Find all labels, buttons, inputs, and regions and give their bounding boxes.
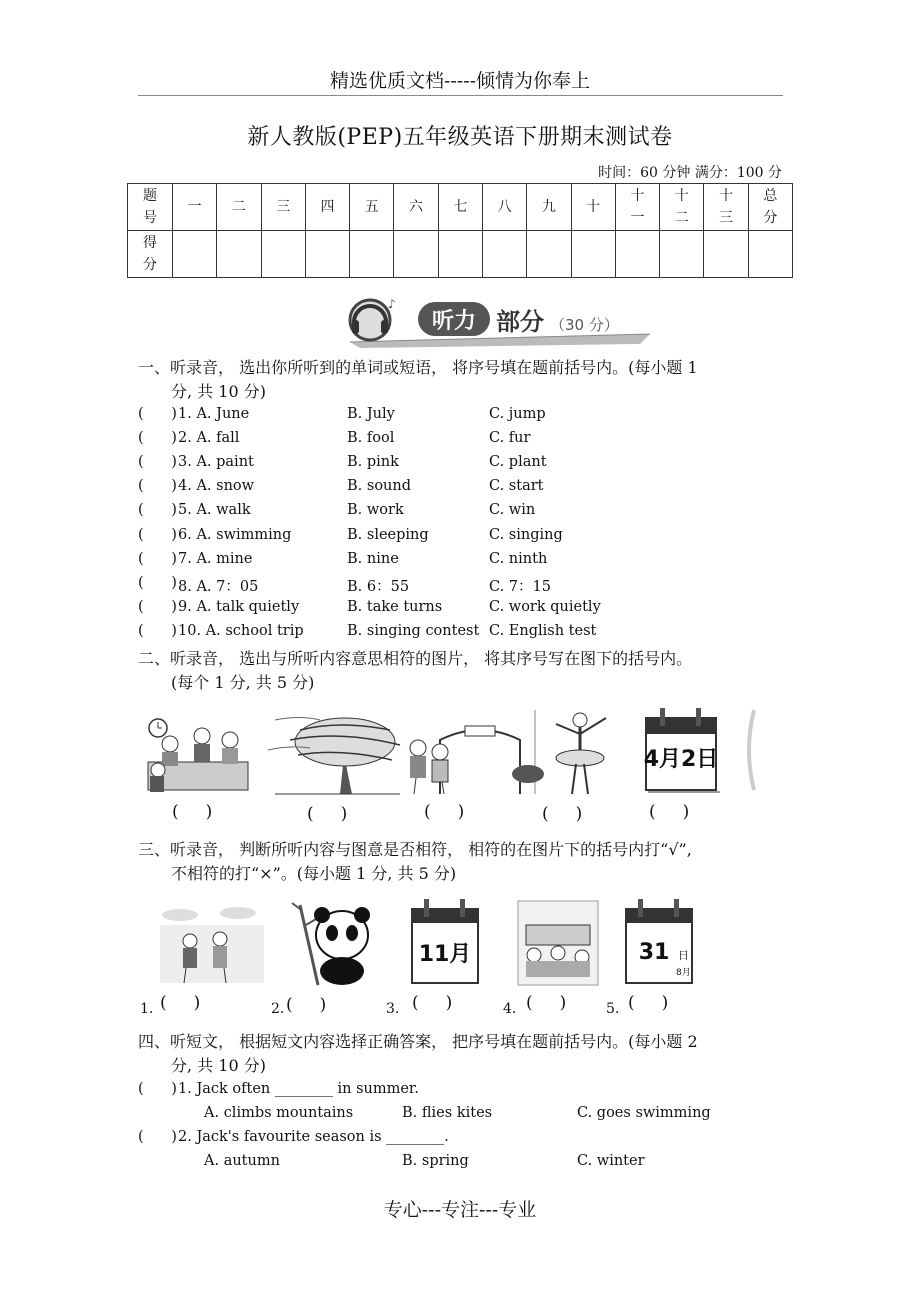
col-6: 六 bbox=[394, 184, 438, 231]
question-row bbox=[138, 502, 838, 526]
item-label: 3. bbox=[386, 1001, 400, 1017]
option-b: B. July bbox=[347, 406, 395, 422]
calendar-picture-31st bbox=[626, 899, 692, 983]
svg-text:日: 日 bbox=[678, 949, 689, 962]
calendar-picture-november bbox=[412, 899, 478, 983]
answer-bracket[interactable]: ( ) bbox=[138, 430, 177, 447]
svg-text:听力: 听力 bbox=[431, 309, 477, 334]
option-b: B. flies kites bbox=[402, 1105, 493, 1121]
item-label: 4. bbox=[503, 1001, 517, 1017]
answer-bracket[interactable]: ( ) bbox=[526, 993, 567, 1013]
windy-tree-picture bbox=[268, 718, 400, 795]
svg-text:部分: 部分 bbox=[496, 308, 544, 336]
option-c: C. fur bbox=[489, 430, 531, 447]
option-a: A. climbs mountains bbox=[204, 1105, 354, 1121]
question-row bbox=[138, 575, 838, 599]
option-a: 3. A. paint bbox=[178, 454, 254, 471]
option-c: C. work quietly bbox=[489, 598, 601, 615]
option-b: B. nine bbox=[347, 550, 399, 567]
option-c: C. English test bbox=[489, 622, 597, 639]
children-singing-picture bbox=[160, 907, 264, 983]
option-a: 4. A. snow bbox=[178, 478, 255, 495]
park-gate-picture bbox=[410, 726, 520, 794]
option-b: B. spring bbox=[402, 1153, 469, 1169]
answer-bracket[interactable]: ( ) bbox=[138, 550, 177, 567]
calendar-picture-april-2 bbox=[644, 708, 720, 792]
col-4: 四 bbox=[305, 184, 349, 231]
score-cell[interactable] bbox=[261, 231, 305, 278]
answer-bracket[interactable]: ( ) bbox=[138, 598, 177, 615]
score-cell[interactable] bbox=[217, 231, 261, 278]
option-b: B. 6：55 bbox=[347, 578, 410, 595]
option-a: 5. A. walk bbox=[178, 502, 251, 519]
ballet-dancer-picture bbox=[512, 710, 606, 794]
calendar-date-text: 4月2日 bbox=[643, 747, 719, 772]
question-row bbox=[138, 551, 838, 575]
question-text: 2. Jack's favourite season is ________. bbox=[178, 1129, 449, 1145]
answer-bracket[interactable]: ( ) bbox=[138, 406, 177, 422]
listening-section-banner bbox=[340, 294, 660, 350]
answer-bracket[interactable]: ( ) bbox=[172, 802, 213, 822]
question-row bbox=[138, 623, 838, 647]
option-a: A. autumn bbox=[204, 1153, 280, 1169]
col-9: 九 bbox=[527, 184, 571, 231]
score-cell[interactable] bbox=[660, 231, 704, 278]
question-row bbox=[138, 454, 838, 478]
header-divider bbox=[138, 95, 783, 96]
answer-bracket[interactable]: ( ) bbox=[138, 574, 177, 591]
col-10: 十 bbox=[571, 184, 615, 231]
answer-bracket[interactable]: ( ) bbox=[138, 454, 177, 471]
answer-bracket[interactable]: ( ) bbox=[412, 993, 453, 1013]
score-cell[interactable] bbox=[615, 231, 659, 278]
question-row bbox=[138, 527, 838, 551]
option-a: 8. A. 7：05 bbox=[178, 578, 259, 595]
score-cell[interactable] bbox=[173, 231, 217, 278]
score-cell[interactable] bbox=[571, 231, 615, 278]
score-table-header-row bbox=[128, 184, 793, 231]
score-cell[interactable] bbox=[305, 231, 349, 278]
answer-bracket[interactable]: ( ) bbox=[286, 995, 327, 1015]
classroom-picture bbox=[518, 901, 598, 985]
answer-bracket[interactable]: ( ) bbox=[138, 1129, 177, 1145]
option-b: B. fool bbox=[347, 430, 395, 447]
svg-text:♪: ♪ bbox=[388, 297, 396, 311]
option-a: 1. A. June bbox=[178, 406, 250, 422]
option-b: B. work bbox=[347, 502, 404, 519]
option-b: B. sleeping bbox=[347, 526, 429, 543]
option-c: C. 7：15 bbox=[489, 578, 551, 595]
option-b: B. sound bbox=[347, 478, 412, 495]
option-c: C. jump bbox=[489, 406, 546, 422]
question-row bbox=[138, 599, 838, 623]
panda-picture bbox=[292, 903, 370, 985]
item-label: 1. bbox=[140, 1001, 154, 1017]
col-11: 十 一 bbox=[615, 184, 659, 231]
answer-bracket[interactable]: ( ) bbox=[138, 526, 177, 543]
calendar-month-text: 11月 bbox=[418, 942, 472, 967]
item-label: 5. bbox=[606, 1001, 620, 1017]
option-c: C. singing bbox=[489, 526, 563, 543]
answer-bracket[interactable]: ( ) bbox=[138, 622, 177, 639]
option-b: B. take turns bbox=[347, 598, 443, 615]
option-c: C. win bbox=[489, 502, 536, 519]
section-3-instructions: 三、听录音， 判断所听内容与图意是否相符， 相符的在图片下的括号内打“√”, 不相符的打“×”。(每小题 1 分, 共 5 分) bbox=[138, 840, 692, 883]
answer-bracket[interactable]: ( ) bbox=[138, 502, 177, 519]
row-label-score: 得 分 bbox=[128, 231, 173, 278]
svg-text:（30 分）: （30 分） bbox=[550, 316, 619, 334]
question-row bbox=[138, 430, 838, 454]
question-row bbox=[138, 1081, 838, 1105]
headphones-icon bbox=[340, 294, 660, 350]
question-row bbox=[138, 478, 838, 502]
answer-bracket[interactable]: ( ) bbox=[542, 804, 583, 824]
col-3: 三 bbox=[261, 184, 305, 231]
option-a: 6. A. swimming bbox=[178, 526, 292, 543]
svg-text:8月: 8月 bbox=[676, 968, 691, 978]
page-header: 精选优质文档-----倾情为你奉上 bbox=[329, 70, 591, 92]
option-c: C. goes swimming bbox=[577, 1105, 711, 1121]
option-c: C. ninth bbox=[489, 550, 548, 567]
option-a: 2. A. fall bbox=[178, 430, 240, 447]
answer-bracket[interactable]: ( ) bbox=[649, 802, 690, 822]
answer-bracket[interactable]: ( ) bbox=[138, 1081, 177, 1097]
col-2: 二 bbox=[217, 184, 261, 231]
family-dinner-picture bbox=[148, 719, 248, 792]
score-cell[interactable] bbox=[482, 231, 526, 278]
section-2-instructions: 二、听录音， 选出与所听内容意思相符的图片， 将其序号写在图下的括号内。 (每个 1 分, 共 5 分) bbox=[138, 649, 693, 692]
page-footer: 专心---专注---专业 bbox=[383, 1199, 537, 1221]
col-total: 总 分 bbox=[748, 184, 792, 231]
score-table bbox=[127, 183, 793, 278]
score-cell[interactable] bbox=[394, 231, 438, 278]
col-5: 五 bbox=[350, 184, 394, 231]
question-text: 1. Jack often ________ in summer. bbox=[178, 1081, 419, 1097]
section-4-instructions: 四、听短文， 根据短文内容选择正确答案， 把序号填在题前括号内。(每小题 2 分, 共 10 分) bbox=[138, 1032, 698, 1075]
answer-bracket[interactable]: ( ) bbox=[307, 804, 348, 824]
option-b: B. singing contest bbox=[347, 622, 480, 639]
col-12: 十 二 bbox=[660, 184, 704, 231]
score-cell[interactable] bbox=[350, 231, 394, 278]
option-a: 7. A. mine bbox=[178, 550, 253, 567]
score-table-score-row bbox=[128, 231, 793, 278]
option-b: B. pink bbox=[347, 454, 399, 471]
question-row bbox=[138, 1129, 838, 1153]
answer-bracket[interactable]: ( ) bbox=[628, 993, 669, 1013]
options-row bbox=[138, 1153, 838, 1177]
score-cell[interactable] bbox=[704, 231, 748, 278]
row-label-question-number: 题 号 bbox=[128, 184, 173, 231]
answer-bracket[interactable]: ( ) bbox=[138, 478, 177, 495]
col-13: 十 三 bbox=[704, 184, 748, 231]
score-cell[interactable] bbox=[438, 231, 482, 278]
section-3-pictures bbox=[150, 895, 710, 995]
option-a: 9. A. talk quietly bbox=[178, 598, 300, 615]
svg-text:31: 31 bbox=[638, 940, 670, 965]
score-cell[interactable] bbox=[748, 231, 792, 278]
col-1: 一 bbox=[173, 184, 217, 231]
option-c: C. plant bbox=[489, 454, 547, 471]
item-label: 2. bbox=[271, 1001, 285, 1017]
col-7: 七 bbox=[438, 184, 482, 231]
answer-bracket[interactable]: ( ) bbox=[424, 802, 465, 822]
col-8: 八 bbox=[482, 184, 526, 231]
score-cell[interactable] bbox=[527, 231, 571, 278]
exam-title: 新人教版(PEP)五年级英语下册期末测试卷 bbox=[247, 125, 673, 150]
option-c: C. start bbox=[489, 478, 544, 495]
option-a: 10. A. school trip bbox=[178, 622, 304, 639]
options-row bbox=[138, 1105, 838, 1129]
option-c: C. winter bbox=[577, 1153, 645, 1169]
time-info: 时间：60 分钟 满分：100 分 bbox=[598, 165, 782, 181]
question-row bbox=[138, 406, 838, 430]
section-1-instructions: 一、听录音， 选出你所听到的单词或短语， 将序号填在题前括号内。(每小题 1 分, 共 10 分) bbox=[138, 358, 698, 401]
answer-bracket[interactable]: ( ) bbox=[160, 993, 201, 1013]
